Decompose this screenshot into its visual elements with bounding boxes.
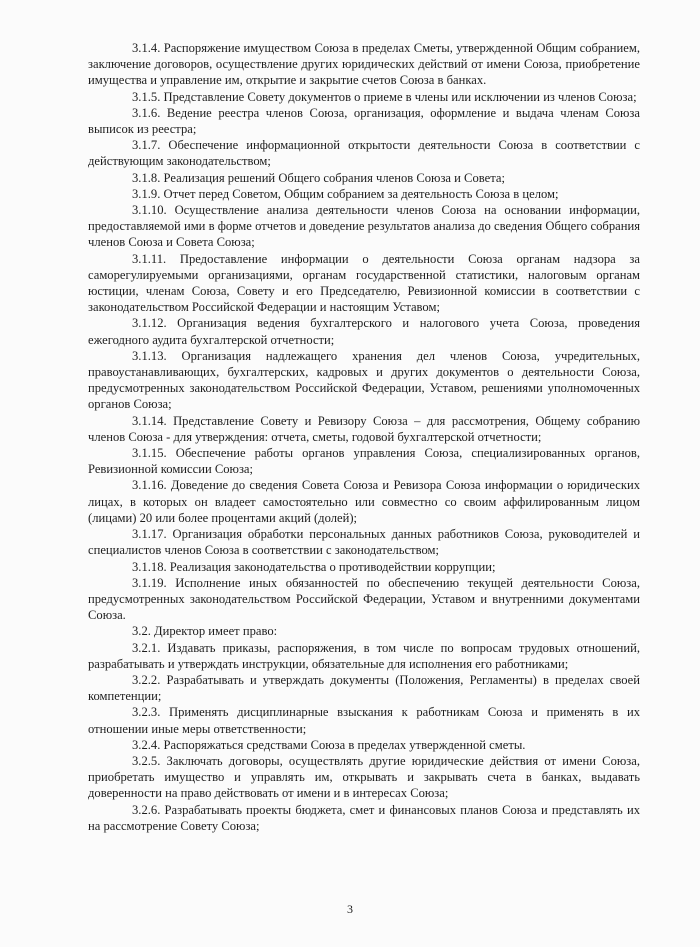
paragraph-3-1-4: 3.1.4. Распоряжение имуществом Союза в пределах Сметы, утвержденной Общим собранием, заключение договоров, осуществление других юридических действий от имени Союза, приобретение имущества и управление им, открытие и закрытие счетов Союза в банках. <box>88 41 640 88</box>
paragraph-3-2-2: 3.2.2. Разрабатывать и утверждать документы (Положения, Регламенты) в пределах своей компетенции; <box>88 672 640 704</box>
document-body <box>88 40 640 834</box>
paragraph-3-1-6: 3.1.6. Ведение реестра членов Союза, организация, оформление и выдача членам Союза выписок из реестра; <box>88 105 640 137</box>
paragraph-3-2-3: 3.2.3. Применять дисциплинарные взыскания к работникам Союза и применять в их отношении иные меры ответственности; <box>88 705 640 736</box>
paragraph-3-1-9: 3.1.9. Отчет перед Советом, Общим собранием за деятельность Союза в целом; <box>132 186 559 201</box>
paragraph-3-1-5: 3.1.5. Представление Совету документов о приеме в члены или исключении из членов Союза; <box>132 89 637 104</box>
paragraph-3-1-11: 3.1.11. Предоставление информации о деятельности Союза органам надзора за саморегулируемыми организациями, органам государственной статистики, налоговым органам юстиции, членам Союза, Совету и его Председателю, Ревизионной комиссии в соответствии с законодательством Российской Федерации и настоящим Уставом; <box>88 251 640 315</box>
paragraph-3-1-17: 3.1.17. Организация обработки персональных данных работников Союза, руководителей и специалистов членов Союза в соответствии с законодательством; <box>88 527 640 558</box>
paragraph-3-1-18: 3.1.18. Реализация законодательства о противодействии коррупции; <box>132 559 496 574</box>
paragraph-3-2-6: 3.2.6. Разрабатывать проекты бюджета, смет и финансовых планов Союза и представлять их на рассмотрение Совету Союза; <box>88 802 640 833</box>
paragraph-3-1-10: 3.1.10. Осуществление анализа деятельности членов Союза на основании информации, предоставляемой ими в форме отчетов и доведение результатов анализа до сведения Общего собрания членов Союза и Совета Союза; <box>88 203 640 250</box>
paragraph-3-2: 3.2. Директор имеет право: <box>132 624 278 639</box>
paragraph-3-1-19: 3.1.19. Исполнение иных обязанностей по обеспечению текущей деятельности Союза, предусмотренных законодательством Российской Федерации, Уставом и внутренними документами Союза. <box>88 575 640 623</box>
paragraph-3-1-8: 3.1.8. Реализация решений Общего собрания членов Союза и Совета; <box>132 170 505 185</box>
paragraph-3-1-16: 3.1.16. Доведение до сведения Совета Союза и Ревизора Союза информации о юридических лицах, в которых он владеет самостоятельно или совместно со своим аффилированным лицом (лицами) 20 или более процентами акций (долей); <box>88 478 640 525</box>
paragraph-3-1-13: 3.1.13. Организация надлежащего хранения дел членов Союза, учредительных, правоустанавливающих, бухгалтерских, кадровых и других документов о деятельности Союза, предусмотренных законодательством Российской Федерации, Уставом, решениями уполномоченных органов Союза; <box>88 348 640 412</box>
paragraph-3-2-4: 3.2.4. Распоряжаться средствами Союза в пределах утвержденной сметы. <box>132 737 526 752</box>
paragraph-3-1-12: 3.1.12. Организация ведения бухгалтерского и налогового учета Союза, проведения ежегодного аудита бухгалтерской отчетности; <box>88 316 640 347</box>
paragraph-3-1-14: 3.1.14. Представление Совету и Ревизору Союза – для рассмотрения, Общему собранию членов Союза - для утверждения: отчета, сметы, годовой бухгалтерской отчетности; <box>88 413 640 444</box>
paragraph-3-1-15: 3.1.15. Обеспечение работы органов управления Союза, специализированных органов, Ревизионной комиссии Союза; <box>88 446 640 477</box>
paragraph-3-2-5: 3.2.5. Заключать договоры, осуществлять другие юридические действия от имени Союза, приобретать имущество и управлять им, открывать и закрывать счета в банках, выдавать доверенности на право действовать от имени и в интересах Союза; <box>88 753 640 801</box>
paragraph-3-1-7: 3.1.7. Обеспечение информационной открытости деятельности Союза в соответствии с действующим законодательством; <box>88 138 640 169</box>
paragraph-3-2-1: 3.2.1. Издавать приказы, распоряжения, в том числе по вопросам трудовых отношений, разрабатывать и утверждать инструкции, обязательные для исполнения его работниками; <box>88 640 640 671</box>
page-number: 3 <box>347 902 353 916</box>
